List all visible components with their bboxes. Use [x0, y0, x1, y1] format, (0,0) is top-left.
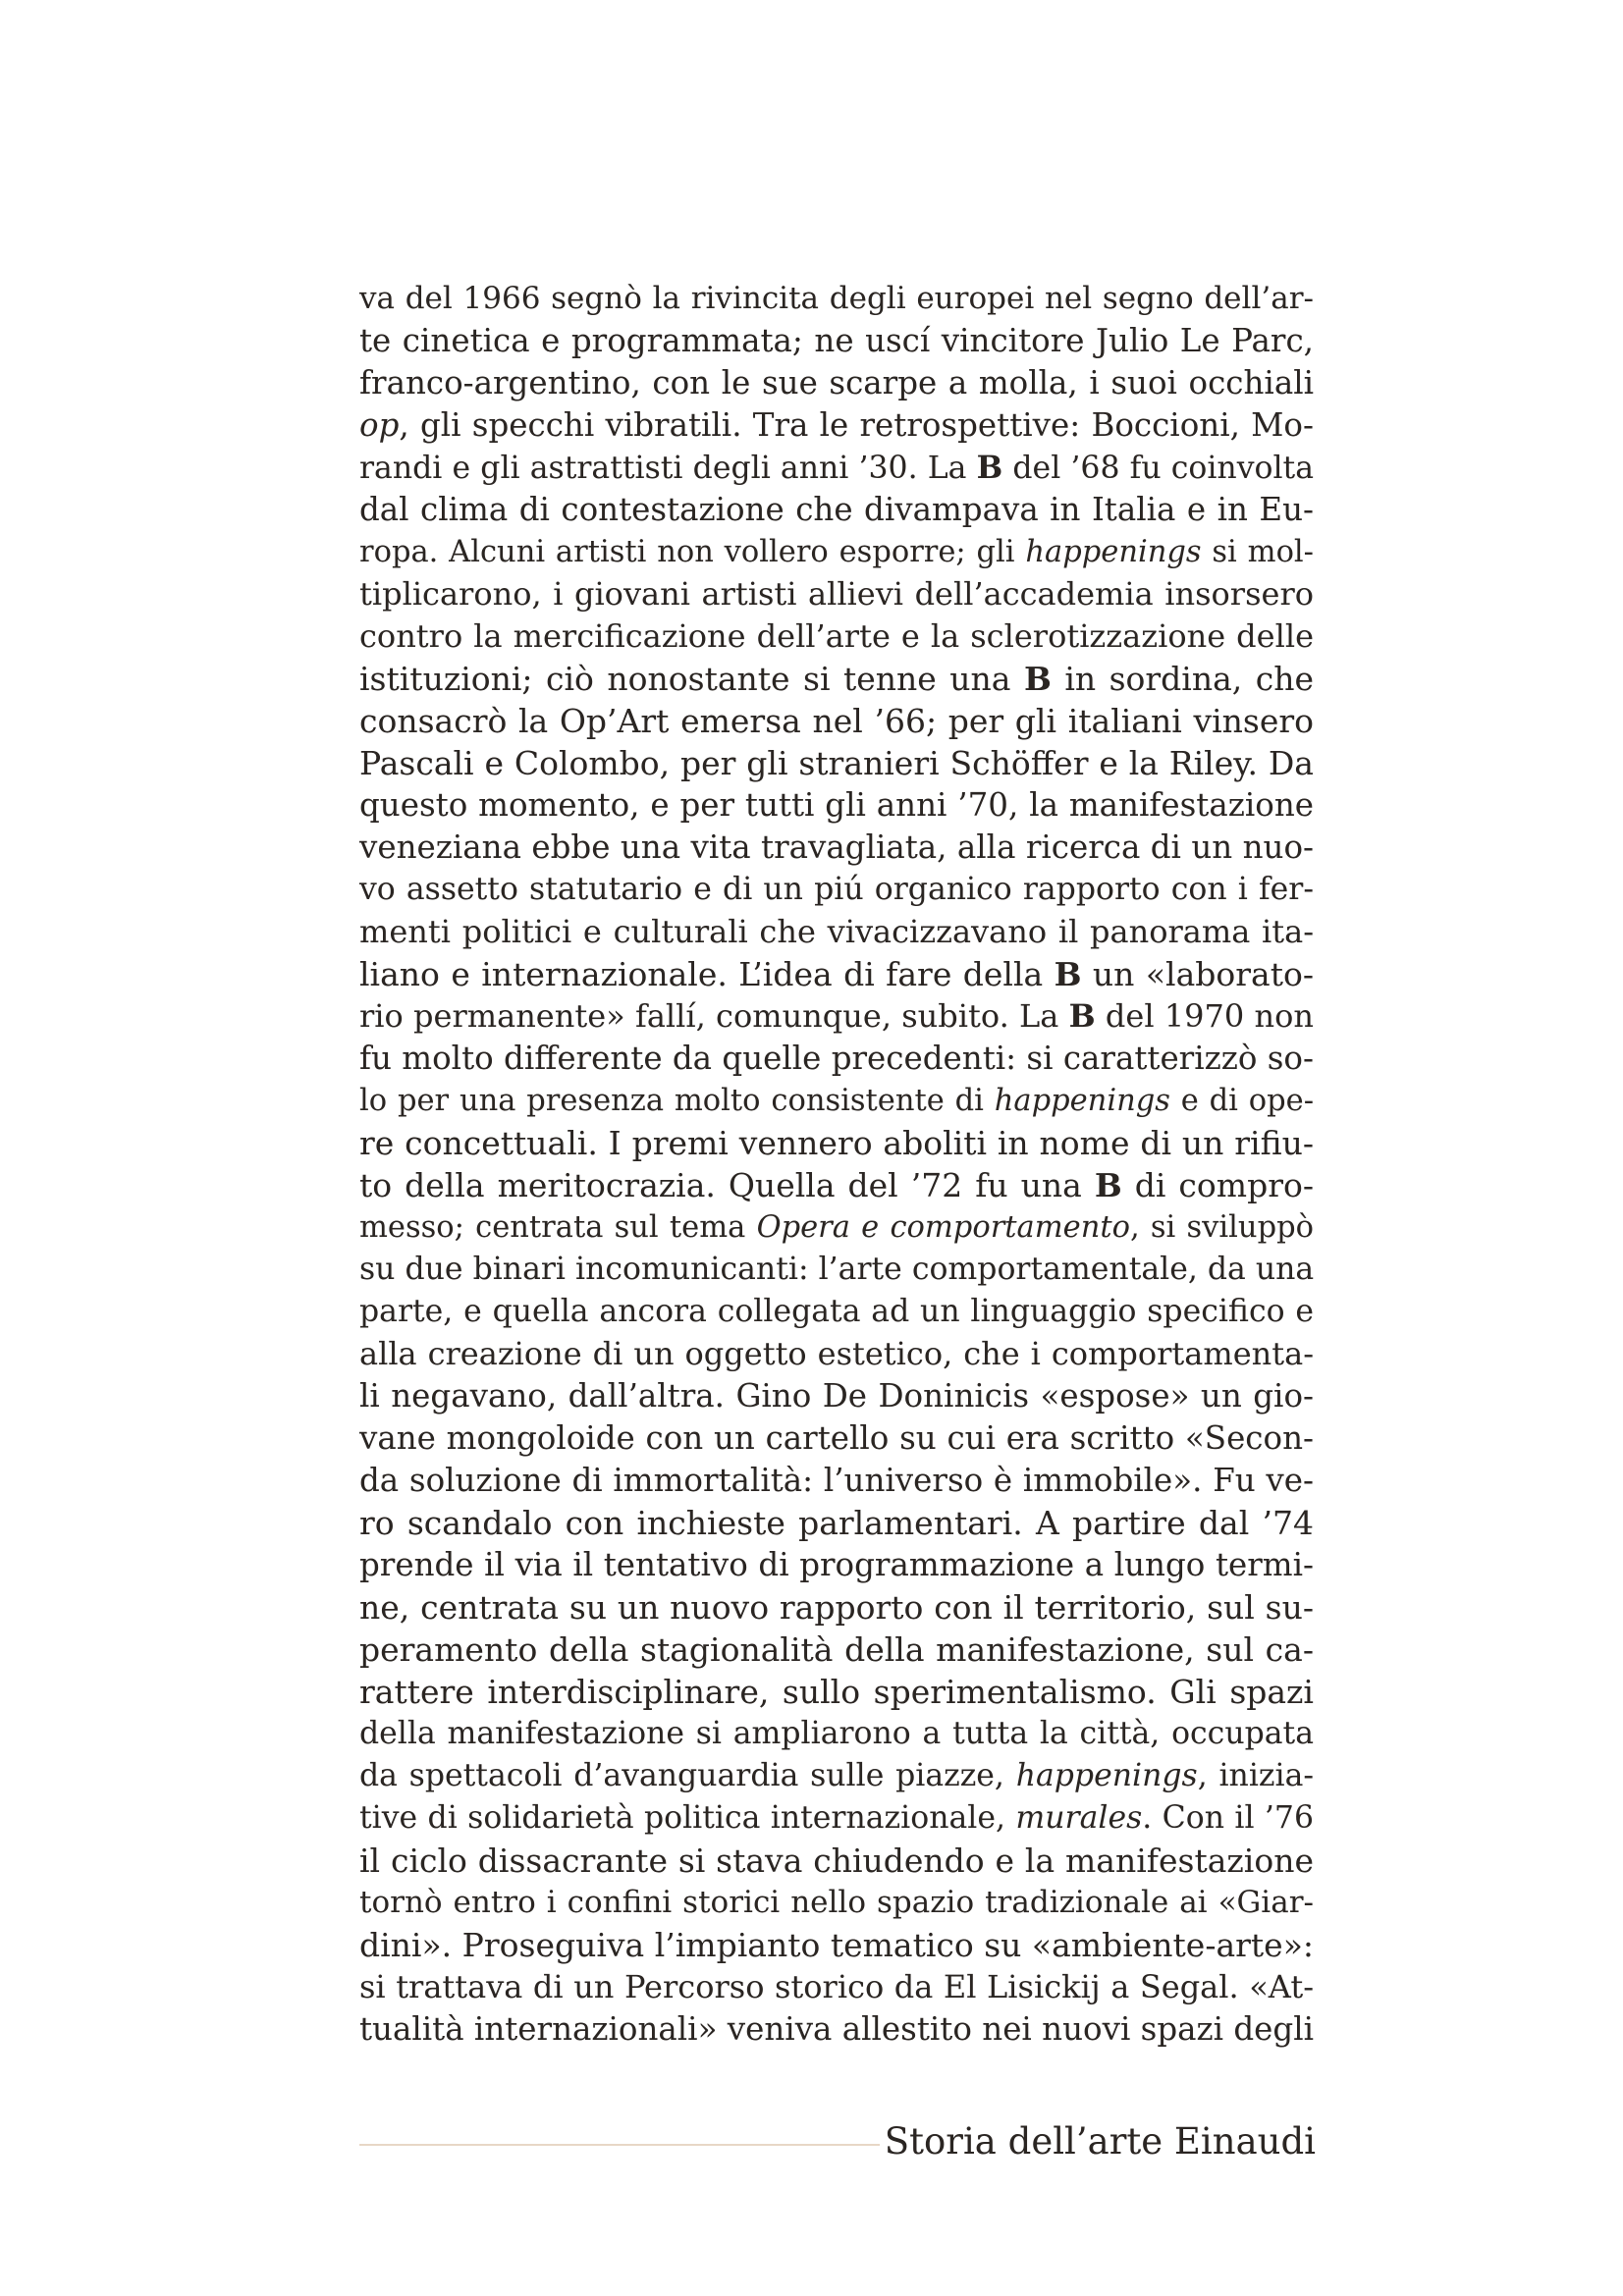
- text-segment: li negavano, dall’altra. Gino De Doninicis «espose» un gio-: [359, 1377, 1314, 1415]
- bold-segment: B: [976, 450, 1003, 486]
- text-line: [359, 1417, 1314, 1460]
- text-line: [359, 1333, 1314, 1375]
- text-segment: della manifestazione si ampliarono a tutta la città, occupata: [359, 1716, 1314, 1751]
- italic-segment: op: [359, 406, 400, 444]
- text-line: [359, 615, 1314, 658]
- text-segment: rio permanente» fallí, comunque, subito. La: [359, 997, 1069, 1035]
- text-line: [359, 362, 1314, 404]
- text-line: [359, 953, 1314, 995]
- bold-segment: B: [1054, 955, 1082, 993]
- text-line: [359, 1460, 1314, 1502]
- text-segment: e di ope-: [1169, 1084, 1315, 1118]
- text-segment: liano e internazionale. L’idea di fare della: [359, 955, 1055, 993]
- text-segment: , gli specchi vibratili. Tra le retrospettive: Boccioni, Mo-: [399, 406, 1314, 444]
- text-line: [359, 1375, 1314, 1417]
- text-line: [359, 1671, 1314, 1713]
- text-line: [359, 320, 1314, 362]
- text-line: [359, 784, 1314, 827]
- text-line: [359, 1249, 1314, 1291]
- text-segment: da soluzione di immortalità: l’universo è immobile». Fu ve-: [359, 1462, 1314, 1499]
- footer-title: Storia dell’arte Einaudi: [884, 2120, 1316, 2163]
- text-segment: il ciclo dissacrante si stava chiudendo e la manifestazione: [359, 1842, 1314, 1880]
- text-segment: fu molto differente da quelle precedenti: si caratterizzò so-: [359, 1040, 1314, 1077]
- italic-segment: happenings: [1015, 1758, 1198, 1793]
- text-line: [359, 278, 1314, 320]
- text-segment: contro la mercificazione dell’arte e la sclerotizzazione delle: [359, 617, 1314, 655]
- text-line: [359, 1544, 1314, 1586]
- text-segment: franco-argentino, con le sue scarpe a molla, i suoi occhiali: [359, 364, 1314, 401]
- text-segment: da spettacoli d’avanguardia sulle piazze,: [359, 1758, 1016, 1793]
- text-segment: di compro-: [1121, 1166, 1314, 1204]
- text-segment: consacrò la Op’Art emersa nel ’66; per gli italiani vinsero: [359, 702, 1314, 740]
- text-segment: dini». Proseguiva l’impianto tematico su «ambiente-arte»:: [359, 1926, 1315, 1964]
- text-segment: messo; centrata sul tema: [359, 1210, 757, 1245]
- text-segment: rattere interdisciplinare, sullo sperimentalismo. Gli spazi: [359, 1673, 1314, 1711]
- text-segment: del 1970 non: [1095, 997, 1315, 1035]
- text-line: [359, 447, 1314, 489]
- text-line: [359, 1840, 1314, 1882]
- text-segment: peramento della stagionalità della manifestazione, sul ca-: [359, 1630, 1314, 1669]
- text-line: [359, 1291, 1314, 1333]
- text-segment: su due binari incomunicanti: l’arte comportamentale, da una: [359, 1252, 1315, 1287]
- text-segment: tive di solidarietà politica internazionale,: [359, 1800, 1016, 1836]
- text-segment: prende il via il tentativo di programmazione a lungo termi-: [359, 1546, 1314, 1583]
- text-line: [359, 1713, 1314, 1755]
- text-line: [359, 1122, 1314, 1164]
- text-segment: Pascali e Colombo, per gli stranieri Schöffer e la Riley. Da: [359, 744, 1314, 782]
- italic-segment: happenings: [1025, 535, 1202, 569]
- text-line: [359, 1755, 1314, 1797]
- text-segment: tiplicarono, i giovani artisti allievi dell’accademia insorsero: [359, 575, 1314, 613]
- text-line: [359, 573, 1314, 615]
- text-line: [359, 1206, 1314, 1249]
- text-line: [359, 2008, 1314, 2051]
- text-segment: istituzioni; ciò nonostante si tenne una: [359, 660, 1024, 698]
- text-line: [359, 531, 1314, 573]
- footer-rule: [359, 2144, 880, 2146]
- text-line: [359, 404, 1314, 447]
- italic-segment: happenings: [994, 1084, 1170, 1118]
- text-line: [359, 911, 1314, 953]
- text-line: [359, 1966, 1314, 2008]
- text-segment: dal clima di contestazione che divampava in Italia e in Eu-: [359, 491, 1314, 528]
- text-segment: randi e gli astrattisti degli anni ’30. La: [359, 451, 977, 486]
- text-segment: tornò entro i confini storici nello spazio tradizionale ai «Giar-: [359, 1885, 1314, 1920]
- body-text: [359, 278, 1314, 2051]
- text-line: [359, 1502, 1314, 1544]
- text-segment: un «laborato-: [1081, 955, 1314, 993]
- text-line: [359, 742, 1314, 784]
- bold-segment: B: [1023, 660, 1052, 698]
- text-line: [359, 827, 1314, 869]
- text-segment: ropa. Alcuni artisti non vollero esporre; gli: [359, 535, 1026, 569]
- text-segment: questo momento, e per tutti gli anni ’70, la manifestazione: [359, 786, 1314, 824]
- text-segment: , inizia-: [1197, 1758, 1314, 1793]
- text-line: [359, 1080, 1314, 1122]
- text-line: [359, 869, 1314, 911]
- text-segment: menti politici e culturali che vivacizzavano il panorama ita-: [359, 913, 1314, 950]
- text-segment: . Con il ’76: [1142, 1800, 1314, 1836]
- text-line: [359, 995, 1314, 1038]
- text-segment: alla creazione di un oggetto estetico, che i comportamenta-: [359, 1335, 1314, 1372]
- text-line: [359, 1882, 1314, 1924]
- text-line: [359, 489, 1314, 531]
- text-segment: si mol-: [1201, 535, 1314, 569]
- text-line: [359, 1164, 1314, 1206]
- text-segment: vane mongoloide con un cartello su cui era scritto «Secon-: [359, 1419, 1314, 1457]
- text-segment: te cinetica e programmata; ne uscí vincitore Julio Le Parc,: [359, 322, 1314, 359]
- text-line: [359, 1629, 1314, 1671]
- text-segment: del ’68 fu coinvolta: [1002, 451, 1314, 486]
- text-segment: ne, centrata su un nuovo rapporto con il territorio, sul su-: [359, 1588, 1314, 1627]
- text-segment: in sordina, che: [1051, 660, 1314, 698]
- text-line: [359, 1924, 1314, 1966]
- bold-segment: B: [1068, 997, 1096, 1035]
- text-line: [359, 1586, 1314, 1629]
- text-segment: , si sviluppò: [1129, 1210, 1314, 1245]
- text-line: [359, 1797, 1314, 1840]
- text-line: [359, 1038, 1314, 1080]
- text-segment: va del 1966 segnò la rivincita degli europei nel segno dell’ar-: [359, 281, 1314, 316]
- text-line: [359, 658, 1314, 700]
- text-segment: veneziana ebbe una vita travagliata, alla ricerca di un nuo-: [359, 828, 1314, 866]
- bold-segment: B: [1094, 1166, 1122, 1204]
- text-segment: parte, e quella ancora collegata ad un linguaggio specifico e: [359, 1294, 1314, 1329]
- text-segment: si trattava di un Percorso storico da El Lisickij a Segal. «At-: [359, 1968, 1314, 2005]
- text-line: [359, 700, 1314, 742]
- text-segment: vo assetto statutario e di un piú organico rapporto con i fer-: [359, 872, 1314, 907]
- text-segment: re concettuali. I premi vennero aboliti in nome di un rifiu-: [359, 1124, 1314, 1162]
- text-segment: to della meritocrazia. Quella del ’72 fu una: [359, 1166, 1095, 1204]
- italic-segment: murales: [1015, 1800, 1143, 1836]
- italic-segment: Opera e comportamento: [756, 1210, 1130, 1245]
- text-segment: tualità internazionali» veniva allestito nei nuovi spazi degli: [359, 2010, 1315, 2048]
- text-segment: ro scandalo con inchieste parlamentari. A partire dal ’74: [359, 1504, 1314, 1542]
- text-segment: lo per una presenza molto consistente di: [359, 1084, 995, 1118]
